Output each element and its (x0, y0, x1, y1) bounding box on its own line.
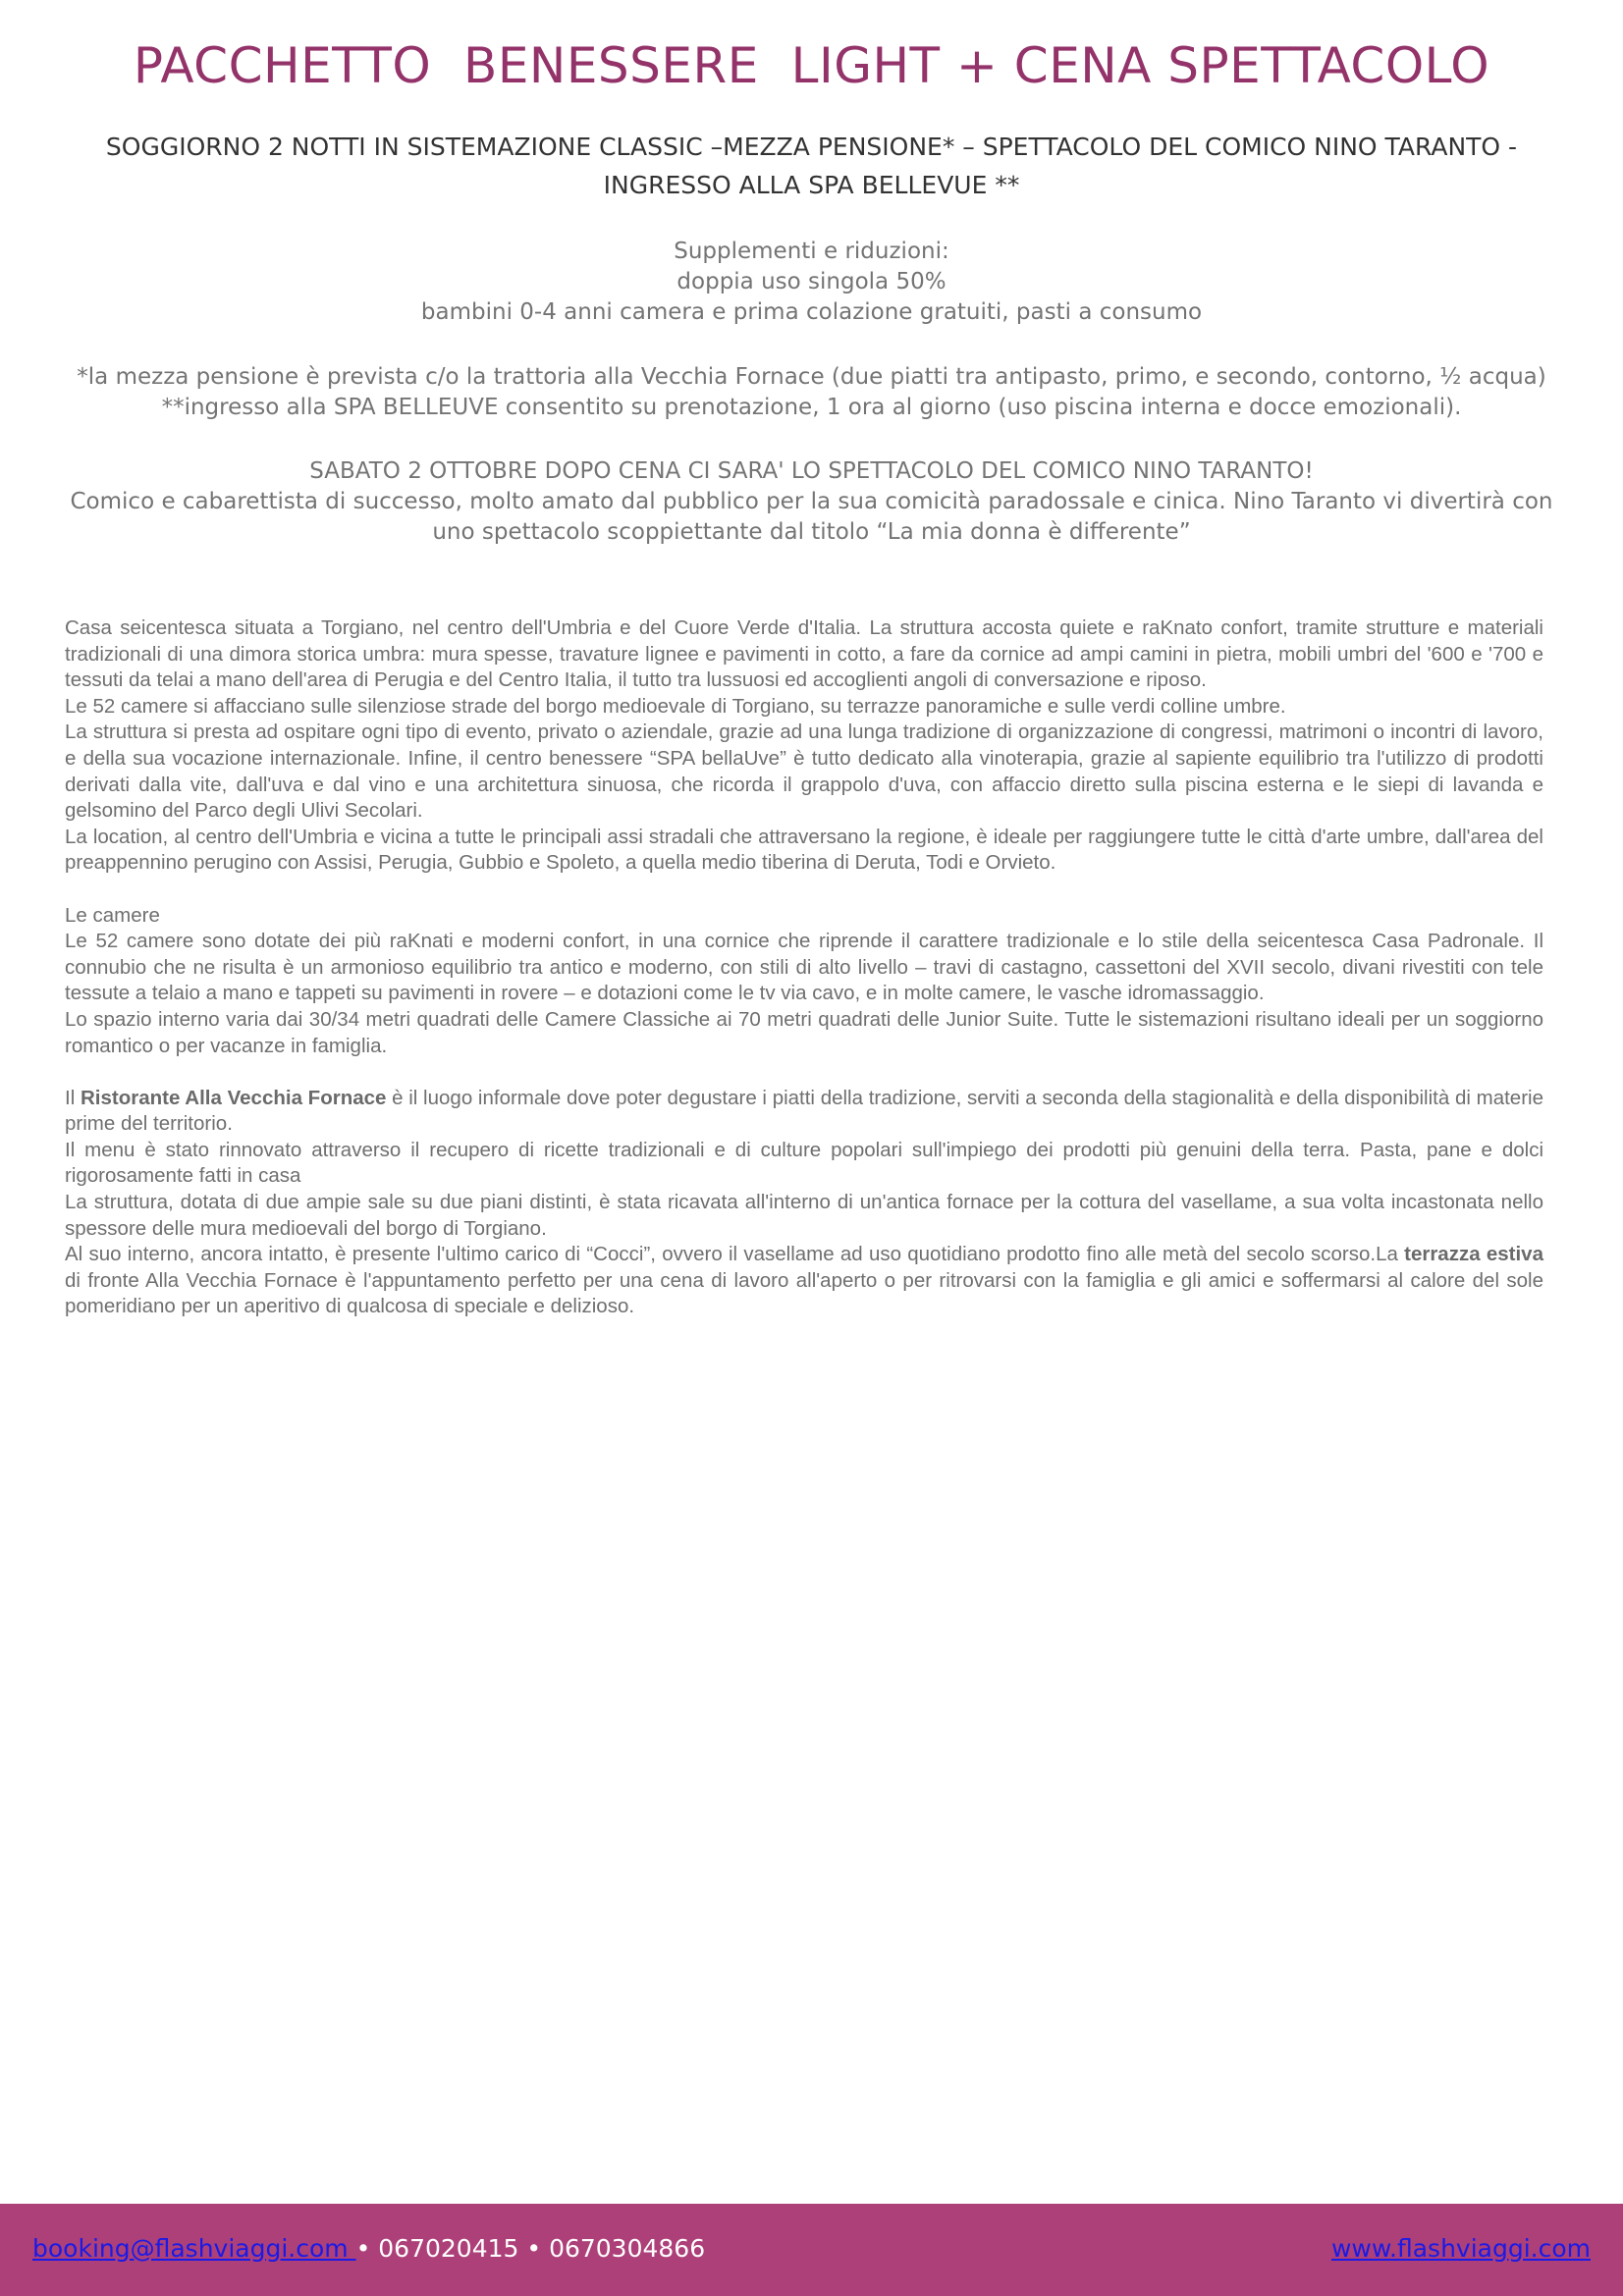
restaurant-name: Ristorante Alla Vecchia Fornace (80, 1086, 387, 1109)
paragraph-events-spa: La struttura si presta ad ospitare ogni tipo di evento, privato o aziendale, grazie ad una lunga tradizione di organizzazione di congressi, matrimoni o incontri di lavoro, e della sua vocazione internazionale. Infine, il centro benessere “SPA bellaUve” è tutto dedicato alla vinoterapia, grazie al sapiente equilibrio tra l'utilizzo di prodotti derivati dalla vite, dall'uva e dal vino e una architettura sinuosa, che ricorda il grappolo d'uva, con affaccio diretto sulla piscina esterna e le siepi di lavanda e gelsomino del Parco degli Ulivi Secolari. (65, 721, 1543, 823)
footer-contacts (32, 2234, 705, 2263)
paragraph-terrace: Al suo interno, ancora intatto, è presente l'ultimo carico di “Cocci”, ovvero il vasellame ad uso quotidiano prodotto fino alle metà del secolo scorso.La terrazza estiva di fronte Alla Vecchia Fornace è l'appuntamento perfetto per una cena di lavoro all'aperto o per ritrovarsi con la famiglia e gli amici e soffermarsi al calore del sole pomeridiano per un aperitivo di qualcosa di speciale e delizioso. (65, 1243, 1543, 1318)
spa-note: **ingresso alla SPA BELLEUVE consentito su prenotazione, 1 ora al giorno (uso piscina interna e docce emozionali). (161, 395, 1462, 420)
paragraph-restaurant: Il Ristorante Alla Vecchia Fornace è il luogo informale dove poter degustare i piatti della tradizione, serviti a seconda della stagionalità e della disponibilità di materie prime del territorio. (65, 1086, 1543, 1136)
footer-website (1331, 2234, 1591, 2263)
paragraph-menu: Il menu è stato rinnovato attraverso il recupero di ricette tradizionali e di culture popolari sull'impiego dei prodotti più genuini della terra. Pasta, pane e dolci rigorosamente fatti in casa (65, 1138, 1543, 1188)
single-supplement: doppia uso singola 50% (676, 269, 947, 294)
footer-bar (0, 2204, 1623, 2296)
half-board-note: *la mezza pensione è prevista c/o la trattoria alla Vecchia Fornace (due piatti tra antipasto, primo, e secondo, contorno, ½ acqua) (77, 364, 1546, 390)
hotel-description (65, 615, 1543, 1320)
page-title: PACCHETTO BENESSERE LIGHT + CENA SPETTACOLO (133, 37, 1490, 94)
package-subtitle: SOGGIORNO 2 NOTTI IN SISTEMAZIONE CLASSIC –MEZZA PENSIONE* – SPETTACOLO DEL COMICO NINO TARANTO - INGRESSO ALLA SPA BELLEVUE ** (105, 133, 1518, 199)
supplements-section (49, 237, 1574, 328)
terrace-name: terrazza estiva (1404, 1243, 1543, 1266)
email-link[interactable]: booking@flashviaggi.com (32, 2234, 356, 2263)
rooms-heading: Le camere (65, 903, 160, 927)
show-description: Comico e cabarettista di successo, molto amato dal pubblico per la sua comicità paradossale e cinica. Nino Taranto vi divertirà con uno spettacolo scoppiettante dal titolo “La mia donna è differente” (70, 489, 1553, 545)
paragraph-rooms: Le 52 camere sono dotate dei più raKnati e moderni confort, in una cornice che riprende il carattere tradizionale e lo stile della seicentesca Casa Padronale. Il connubio che ne risulta è un armonioso equilibrio tra antico e moderno, con stili di alto livello – travi di castagno, cassettoni del XVII secolo, divani rivestiti con tele tessute a telaio a mano e tappeti su pavimenti in rovere – e dotazioni come le tv via cavo, e in molte camere, le vasche idromassaggio. (65, 930, 1543, 1005)
phone-numbers: • 067020415 • 0670304866 (355, 2234, 706, 2263)
paragraph-rooms-view: Le 52 camere si affacciano sulle silenziose strade del borgo medioevale di Torgiano, su terrazze panoramiche e sulle verdi colline umbre. (65, 694, 1286, 718)
paragraph-house: Casa seicentesca situata a Torgiano, nel centro dell'Umbria e del Cuore Verde d'Italia. La struttura accosta quiete e raKnato confort, tramite strutture e materiali tradizionali di una dimora storica umbra: mura spesse, travature lignee e pavimenti in cotto, a fare da cornice ad ampi camini in pietra, mobili umbri del '600 e '700 e tessuti da telai a mano dell'area di Perugia e del Centro Italia, il tutto tra lussuosi ed accoglienti angoli di conversazione e riposo. (65, 616, 1543, 692)
children-policy: bambini 0-4 anni camera e prima colazione gratuiti, pasti a consumo (420, 299, 1203, 325)
show-announcement: SABATO 2 OTTOBRE DOPO CENA CI SARA' LO SPETTACOLO DEL COMICO NINO TARANTO! (309, 458, 1314, 484)
paragraph-structure: La struttura, dotata di due ampie sale su due piani distinti, è stata ricavata all'interno di un'antica fornace per la cottura del vasellame, a sua volta incastonata nello spessore delle mura medioevali del borgo di Torgiano. (65, 1191, 1543, 1240)
paragraph-location: La location, al centro dell'Umbria e vicina a tutte le principali assi stradali che attraversano la regione, è ideale per raggiungere tutte le città d'arte umbre, dall'area del preappennino perugino con Assisi, Perugia, Gubbio e Spoleto, a quella medio tiberina di Deruta, Todi e Orvieto. (65, 825, 1543, 875)
notes-section (49, 362, 1574, 423)
supplements-heading: Supplementi e riduzioni: (674, 239, 949, 264)
show-section (49, 456, 1574, 548)
paragraph-room-sizes: Lo spazio interno varia dai 30/34 metri quadrati delle Camere Classiche ai 70 metri quadrati delle Junior Suite. Tutte le sistemazioni risultano ideali per un soggiorno romantico o per vacanze in famiglia. (65, 1007, 1543, 1057)
website-link[interactable]: www.flashviaggi.com (1330, 2234, 1591, 2263)
